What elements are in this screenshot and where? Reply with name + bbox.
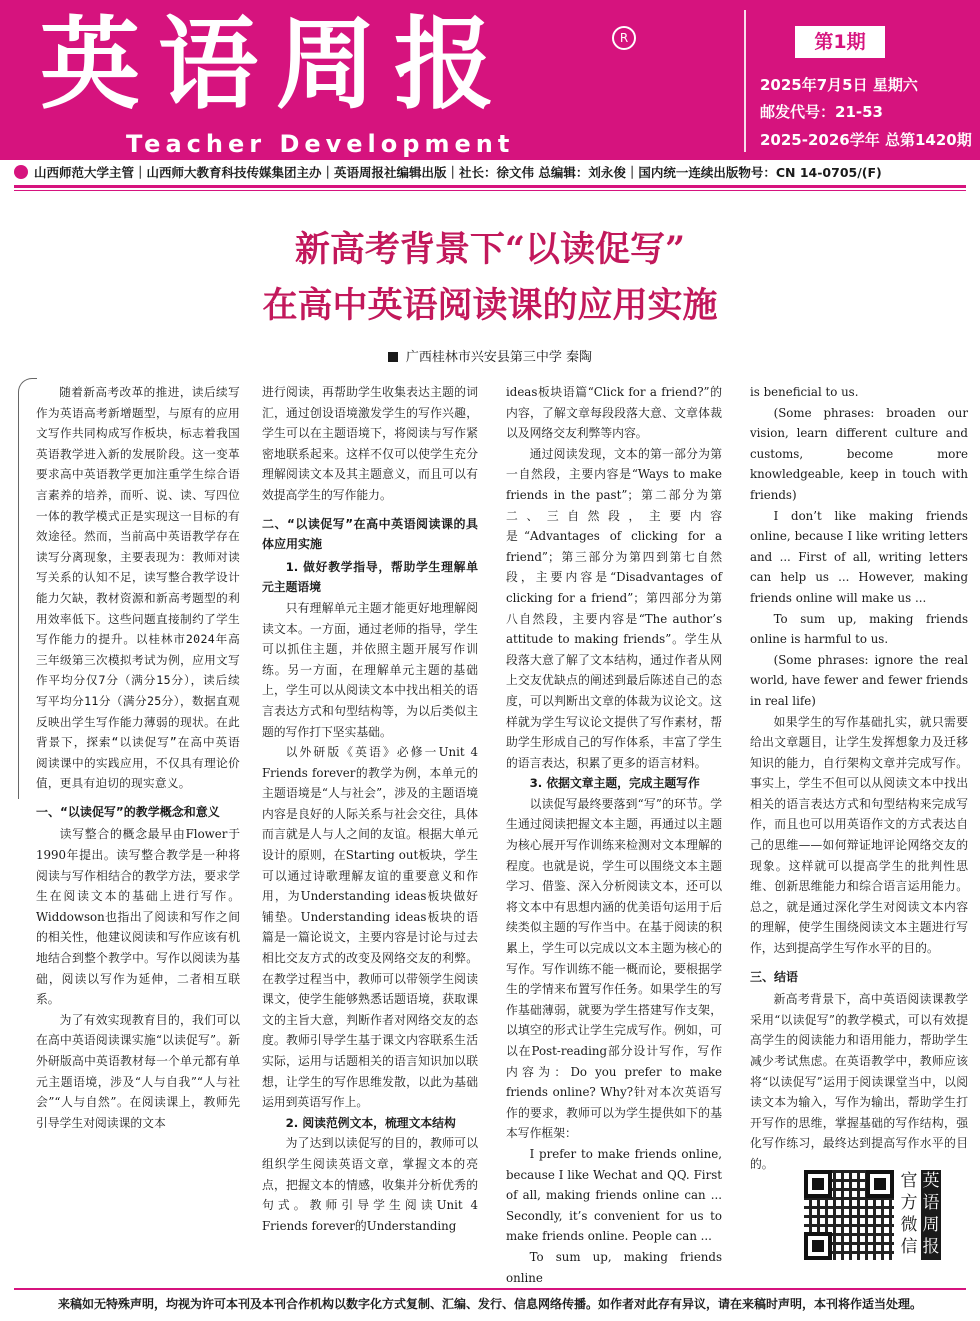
article-abstract: 随着新高考改革的推进，读后续写作为英语高考新增题型，与原有的应用文写作共同构成写作板块，标志着我国英语教学进入新的发展阶段。这一变革要求高中英语教学更加注重学生综合语言素养的培养，而听、说、读、写四位一体的教学模式正是实现这一目标的有效途径。然而，当前高中英语教学存在读写分离现象，主要表现为：教师对读写关系的认知不足，读写整合教学设计能力欠缺，教材资源和新高考题型的利用效率低下。这些问题直接制约了学生写作能力的提升。以桂林市2024年高三年级第三次模拟考试为例，应用文写作平均分仅7分（满分15分），读后续写平均分11分（满分25分），数据直观反映出学生写作能力薄弱的现状。在此背景下，探索“以读促写”在高中英语阅读课中的实践应用，不仅具有理论价值，更具有迫切的现实意义。 xyxy=(36,385,240,791)
copyright-footer: 来稿如无特殊声明，均视为许可本刊及本刊合作机构以数字化方式复制、汇编、发行、信息网络传播。如作者对此存有异议，请在来稿时声明，本刊将作适当处理。 xyxy=(57,1297,922,1311)
qr-finder-icon xyxy=(804,1232,832,1260)
column-1 xyxy=(36,382,240,1278)
masthead-subtitle: Teacher Development xyxy=(126,130,515,158)
qr-finder-icon xyxy=(804,1170,832,1198)
footer-rule xyxy=(14,1288,966,1290)
writing-frame-paragraph: To sum up, making friends online xyxy=(506,1249,722,1285)
column-4 xyxy=(750,382,968,1171)
masthead-title: 英语周报 xyxy=(40,5,512,123)
section-heading-3: 三、结语 xyxy=(750,969,799,984)
paragraph: 新高考背景下，高中英语阅读课教学采用“以读促写”的教学模式，可以有效提高学生的阅读能力和语用能力，帮助学生减少考试焦虑。在英语教学中，教师应该将“以读促写”运用于阅读课堂当中，以阅读文本为输入，写作为输出，帮助学生打开写作的思维，掌握基础的写作结构，强化写作练习，最终达到提高写作水平的目的。 xyxy=(750,992,968,1171)
paragraph: 进行阅读，再帮助学生收集表达主题的词汇，通过创设语境激发学生的写作兴趣，学生可以在主题语境下，将阅读与写作紧密地联系起来。这样不仅可以使学生充分理解阅读文本及其主题意义，而且可以有效提高学生的写作能力。 xyxy=(262,385,478,502)
paragraph: 如果学生的写作基础扎实，就只需要给出文章题目，让学生发挥想象力及迁移知识的能力，自行架构文章并完成写作。事实上，学生不但可以从阅读文本中找出相关的语言表达方式和句型结构来完成写作，而且也可以用英语作文的方式表达自己的思维——如何辩证地评论网络交友的现象。这样就可以提高学生的批判性思维、创新思维能力和综合语言运用能力。总之，就是通过深化学生对阅读文本内容的理解，使学生围绕阅读文本主题进行写作，达到提高学生写作水平的目的。 xyxy=(750,714,968,956)
article-byline xyxy=(0,346,980,365)
writing-frame-paragraph: To sum up, making friends online is harmful to us. xyxy=(750,611,968,647)
masthead-divider xyxy=(744,10,746,152)
writing-frame-paragraph: I don’t like making friends online, because I like writing letters and ... First of all, writing letters can help us ... However, making friends online will make us ... xyxy=(750,508,968,605)
column-2 xyxy=(262,382,478,1278)
article-headline-line-1: 新高考背景下“以读促写” xyxy=(294,229,686,270)
subheading-3: 3. 依据文章主题，完成主题写作 xyxy=(529,776,700,791)
publisher-text: 山西师范大学主管｜山西师大教育科技传媒集团主办｜英语周报社编辑出版｜社长：徐文伟 总编辑：刘永俊｜国内统一连续出版物号：CN 14-0705/(F) xyxy=(34,165,882,180)
paragraph: 只有理解单元主题才能更好地理解阅读文本。一方面，通过老师的指导，学生可以抓住主题，并依照主题开展写作训练。另一方面，在理解单元主题的基础上，学生可以从阅读文本中找出相关的语言表达方式和句型结构等，为以后类似主题的写作打下坚实基础。 xyxy=(262,600,478,739)
header-rule-thin xyxy=(14,190,966,191)
paragraph: 以读促写最终要落到“写”的环节。学生通过阅读把握文本主题，再通过以主题为核心展开写作训练来检测对文本理解的程度。也就是说，学生可以围绕文本主题学习、借鉴、深入分析阅读文本，还可以将文本中有思想内涵的优美语句运用于后续类似主题的写作当中。在基于阅读的积累上，学生可以完成以文本主题为核心的写作。写作训练不能一概而论，要根据学生的学情来布置写作任务。如果学生的写作基础薄弱，就要为学生搭建写作支架，以填空的形式让学生完成写作。例如，可以在Post-reading部分设计写作，写作内容为：Do you prefer to make friends online? Why?针对本次英语写作的要求，教师可以为学生提供如下的基本写作框架： xyxy=(506,796,722,1141)
column-3 xyxy=(506,382,722,1285)
writing-frame-paragraph: is beneficial to us. xyxy=(750,385,859,399)
paragraph: 读写整合的概念最早由Flower于1990年提出。读写整合教学是一种将阅读与写作相结合的教学方法，要求学生在阅读文本的基础上进行写作。Widdowson也指出了阅读和写作之间的相关性，他建议阅读和写作应该有机地结合到整个教学中。写作以阅读为基础，阅读以写作为延伸，二者相互联系。 xyxy=(36,827,240,1007)
qr-code-icon[interactable] xyxy=(804,1170,894,1260)
header-rule xyxy=(14,185,966,188)
qr-label-official-wechat: 官方微信 xyxy=(900,1171,918,1257)
section-heading-2: 二、“以读促写”在高中英语阅读课的具体应用实施 xyxy=(262,516,478,552)
phrase-hint: (Some phrases: ignore the real world, have fewer and fewer friends in real life) xyxy=(750,652,968,708)
paragraph: ideas板块语篇“Click for a friend?”的内容，了解文章每段段落大意、文章体裁以及网络交友利弊等内容。 xyxy=(506,385,722,441)
subheading-2: 2. 阅读范例文本，梳理文本结构 xyxy=(285,1115,456,1130)
publisher-line xyxy=(14,162,966,184)
subheading-1: 1. 做好教学指导，帮助学生理解单元主题语境 xyxy=(262,559,478,595)
abstract-frame xyxy=(18,378,37,799)
byline-text: 广西桂林市兴安县第三中学 秦陶 xyxy=(405,350,593,365)
qr-finder-icon xyxy=(866,1170,894,1198)
paragraph: 为了有效实现教育目的，我们可以在高中英语阅读课实施“以读促写”。新外研版高中英语教材每一个单元都有单元主题语境，涉及“人与自我”“人与社会”“人与自然”。在阅读课上，教师先引导学生对阅读课的文本 xyxy=(36,1012,240,1130)
qr-label-paper-name: 英语周报 xyxy=(921,1170,941,1260)
university-logo-icon xyxy=(14,165,28,179)
paragraph: 以外研版《英语》必修一Unit 4 Friends forever的教学为例，本单元的主题语境是“人与社会”，涉及的主题语境内容是良好的人际关系与社会交往，具体而言就是人与人之间的友谊。根据大单元设计的原则，在Starting out板块，学生可以通过诗歌理解友谊的重要意义和作用，为Understanding ideas板块做好铺垫。Understanding ideas板块的语篇是一篇论说文，主要内容是讨论与过去相比交友方式的改变及网络交友的利弊。在教学过程当中，教师可以带领学生阅读课文，使学生能够熟悉话题语境，获取课文的主旨大意，判断作者对网络交友的态度。教师引导学生基于课文内容联系生活实际，运用与话题相关的语言知识加以联想，让学生的写作思维发散，以此为基础运用到英语写作上。 xyxy=(262,745,478,1110)
square-bullet-icon xyxy=(388,352,398,362)
postal-code: 邮发代号：21-53 xyxy=(760,103,883,121)
paragraph: 为了达到以读促写的目的，教师可以组织学生阅读英语文章，掌握文本的亮点，把握文本的情感，收集并分析优秀的句式。教师引导学生阅读Unit 4 Friends forever的Understanding xyxy=(262,1136,478,1233)
article-headline-line-2: 在高中英语阅读课的应用实施 xyxy=(262,285,718,326)
paragraph: 通过阅读发现，文本的第一部分为第一自然段，主要内容是“Ways to make friends in the past”；第二部分为第二、三自然段，主要内容是“Advantages of clicking for a friend”；第三部分为第四到第七自然段，主要内容是“Disadvantages of clicking for a friend”；第四部分为第八自然段，主要内容是“The author’s attitude to making friends”。学生从段落大意了解了文本结构，通过作者从网上交友优缺点的阐述到最后陈述自己的态度，可以判断出文章的体裁为议论文。这样就为学生写议论文提供了写作素材，帮助学生形成自己的写作体系，丰富了学生的语言表达，积累了更多的语言材料。 xyxy=(506,446,722,770)
issue-number: 第1期 xyxy=(795,26,885,58)
issue-date: 2025年7月5日 星期六 xyxy=(760,76,918,94)
wechat-qr-block[interactable] xyxy=(804,1170,942,1266)
section-heading-1: 一、“以读促写”的教学概念和意义 xyxy=(36,804,220,819)
phrase-hint: (Some phrases: broaden our vision, learn different culture and customs, become more knowledgeable, keep in touch with friends) xyxy=(750,405,968,502)
issue-year-total: 2025-2026学年 总第1420期 xyxy=(760,131,972,149)
registered-trademark-icon: R xyxy=(612,26,636,50)
writing-frame-paragraph: I prefer to make friends online, because I like Wechat and QQ. First of all, making friends online can ... Secondly, it’s convenient for us to make friends online. People can ... xyxy=(506,1146,722,1244)
masthead xyxy=(0,0,980,160)
